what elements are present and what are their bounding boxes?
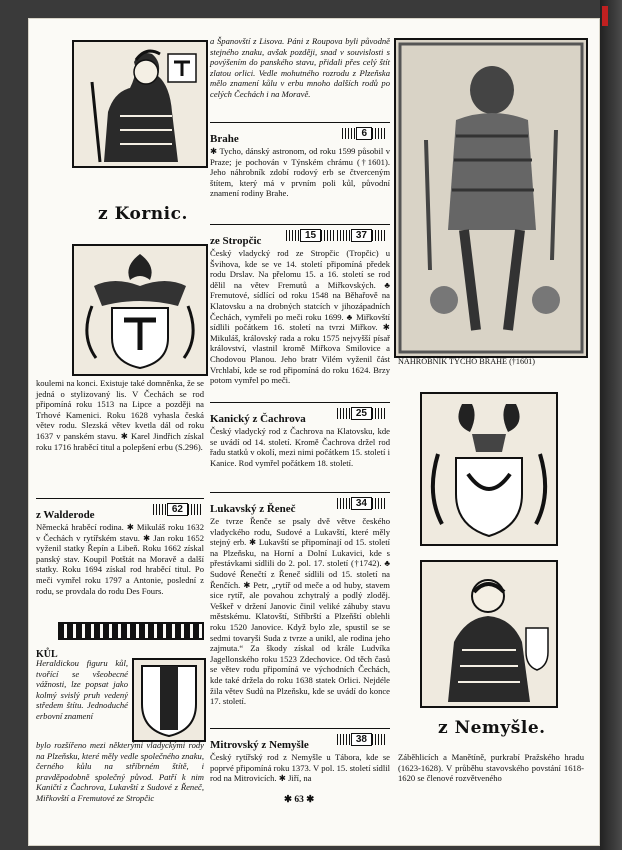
kornic-text-end: koulemi na konci. Existuje také domněnka, že se jedná o stylizovaný lis. V Čechách se rod připomíná roku 1513 na Lipce a později na Trhové Kamenici. Roku 1628 vyhasla česká větev rodu. Slezská větev kvetla dál od roku 1637 v panském stavu. ✱ Karel Jindřich získal roku 1716 hraběcí titul a polepšení erbu (S.296). bbox=[36, 378, 204, 452]
book-page bbox=[28, 18, 600, 846]
lukavsky-text: Ze tvrze Řenče se psaly dvě větve českého vladyckého rodu, Sudové a Lukavští, které měly stejný erb. ✱ Lukavští se připomínají od 15. století na Plzeňsku, na Horní a Dolní Lukavici, kde s přestávkami sídlili do 2. pol. 17. století (†1742). ♣ Sudové Řenečtí z Řeneč sídlili od 15. století na Řenčích. ✱ Petr, „rytíř od meče a od huby, stavem sice rytíř, ale povahou zchytralý a podlý zloděj. Veškeř v držení Janovic činil veliké záhuby stavu městskému. Klatovští, Stříbrští a Plzeňští oblehli roku 1520 Janovice. Když bylo zle, spustil se se sedmi tovaryši Suda z tvrze a unikl, ale rodina jeho zajmuta.“ Za škody získal od krále Ludvíka Jagellonského roku 1523 Zdechovice. Od těch časů se větev rodu připomíná ve východních Čechách, kde také držela do roku 1638 statek Orlici. Nejdéle žila větev Sudů na Plzeňsku, kde se uvádí do konce 17. století. bbox=[210, 516, 390, 707]
page-edge bbox=[600, 0, 622, 850]
ornamental-border bbox=[58, 622, 204, 640]
entry-header-mitrovsky bbox=[210, 728, 390, 752]
mitrovsky-text: Český rytířský rod z Nemyšle u Tábora, kde se poprvé připomíná roku 1373. V pol. 15. století sídlil rod na Mitrovicích. ✱ Jiří, na bbox=[210, 752, 390, 784]
kanicky-text: Český vladycký rod z Čachrova na Klatovsku, kde se uvádí od 14. století. Kromě Čachrova držel rod řadu statků v okolí, mezi nimi počátkem 15. století i Kanice. Rod vymřel počátkem 18. století. bbox=[210, 426, 390, 468]
entry-title-stropcic: ze Stropčic bbox=[210, 235, 262, 247]
coat-of-arms-woodcut-kornic bbox=[72, 244, 208, 376]
page-ref-badge: 38 bbox=[337, 733, 386, 746]
kul-heading: KŮL bbox=[36, 649, 58, 660]
kul-text-top: Heraldickou figuru kůl, tvořící se všeobecné vážnosti, lze popsat jako kolmý svislý pruh vedený středem štítu. Jednoduché erbovní znamení bbox=[36, 658, 128, 721]
entry-title-kanicky: Kanický z Čachrova bbox=[210, 413, 306, 425]
page-ref-badge: 6 bbox=[342, 127, 386, 140]
page-ref-badge: 15 bbox=[286, 229, 335, 242]
walderode-text: Německá hraběcí rodina. ✱ Mikuláš roku 1632 v Čechách v rytířském stavu. ✱ Jan roku 1652 vyženil statky Řepín a Libeň. Roku 1662 získal panský stav. Koupil Potštát na Moravě a další statky. Roku 1694 získal rod hraběcí titul. Po meči vymřel roku 1797 a Antonie, poslední z rodu, se provdala do rodu Des Fours. bbox=[36, 522, 204, 596]
page-number: ✱ 63 ✱ bbox=[284, 795, 315, 805]
knight-woodcut-nemysl bbox=[420, 560, 558, 708]
entry-title-mitrovsky: Mitrovský z Nemyšle bbox=[210, 739, 309, 751]
stropcic-text: Český vladycký rod ze Stropčic (Tropčic) u Švihova, kde se ve 14. století připomíná předek rodu Drslav. Na přelomu 15. a 16. století se rod dělil na větev Fremutů a Miřkovských. ♣ Fremutové, sídlící od roku 1548 na Běhařově na Klatovsku a na drobných statcích v jihozápadních Čechách, vymřeli po meči roku 1699. ♣ Miřkovští sídlili počátkem 16. století na tvrzi Miřkov. ✱ Mikuláš, královský rada a roku 1575 nejvyšší písař království, vlastnil kromě Miřkova Smilovice a Chodovou Planou. Jeho bratr Vilém vyženil část Vrchlabí, kde se rod připomíná do roku 1624. Brzy potom vymřel po meči. bbox=[210, 248, 390, 386]
entry-header-walderode bbox=[36, 498, 204, 522]
tycho-brahe-caption: NÁHROBNÍK TYCHO BRAHE (†1601) bbox=[398, 357, 535, 366]
knight-woodcut-kornic bbox=[72, 40, 208, 168]
entry-header-lukavsky bbox=[210, 492, 390, 516]
lisov-continuation: a Španovští z Lisova. Páni z Roupova byli původně stejného znaku, avšak později, snad v souvislosti s povýšením do panského stavu, přidali přes celý štít zlatou orlici. Vedle mohutného rozrodu z Plzeňska mělo znamení kůlu v erbu mnoho dalších rodů po celých Čechách i na Moravě. bbox=[210, 36, 390, 99]
entry-header-stropcic bbox=[210, 224, 390, 248]
coat-of-arms-woodcut-nemysl bbox=[420, 392, 558, 546]
nemysl-gothic-caption: z Nemyšle. bbox=[438, 718, 546, 738]
entry-title-brahe: Brahe bbox=[210, 133, 239, 145]
entry-title-lukavsky: Lukavský z Řeneč bbox=[210, 503, 296, 515]
entry-title-walderode: z Walderode bbox=[36, 509, 95, 521]
kornic-gothic-caption: z Kornic. bbox=[98, 204, 188, 224]
kul-text-bottom: bylo rozšířeno mezi některými vladyckými rody na Plzeňsku, které měly vedle společného znaku, černého kůlu na stříbrném štítě, i pravděpodobně společný původ. Patří k nim Kaničtí z Čachrova, Lukavští z Sudové z Řeneč, Miřkovští a Fremutové ze Stropčic bbox=[36, 740, 204, 803]
bookmark-stripe bbox=[602, 6, 608, 26]
page-ref-badge: 62 bbox=[153, 503, 202, 516]
entry-header-kanicky bbox=[210, 402, 390, 426]
entry-header-brahe bbox=[210, 122, 390, 146]
page-ref-badge: 37 bbox=[337, 229, 386, 242]
mitrovsky-text-continued: Záběhlicích a Manětíně, purkrabí Pražského hradu (1623-1628). V průběhu stavovského povstání 1618-1620 se členové rozvětveného bbox=[398, 752, 584, 784]
tycho-brahe-tombstone-image bbox=[394, 38, 588, 358]
page-ref-badge: 25 bbox=[337, 407, 386, 420]
kul-shield-illustration bbox=[132, 658, 206, 742]
page-ref-badge: 34 bbox=[337, 497, 386, 510]
brahe-text: ✱ Tycho, dánský astronom, od roku 1599 působil v Praze; je pochován v Týnském chrámu (†1601). Jeho náhrobník zdobí rodový erb se čtverceným štítem, který má v prvním poli kůl, původní znamení rodiny Brahe. bbox=[210, 146, 390, 199]
